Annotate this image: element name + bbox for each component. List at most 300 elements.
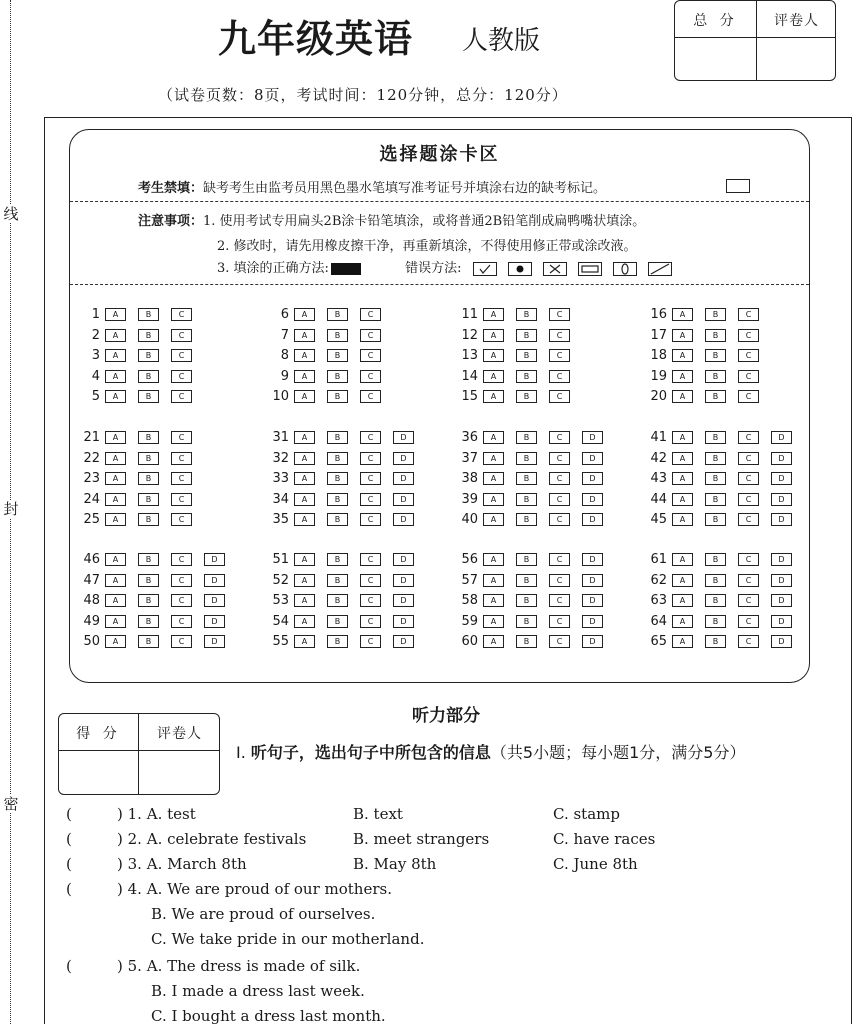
answer-row <box>645 347 771 364</box>
answer-bubble-b[interactable]: B <box>138 308 159 321</box>
q4-bracket-close: ) <box>117 880 123 898</box>
question-number: 32 <box>272 450 289 466</box>
answer-bubble-a[interactable]: A <box>483 452 504 465</box>
answer-bubble-b[interactable]: B <box>705 370 726 383</box>
answer-row <box>78 368 204 385</box>
answer-bubble-a[interactable]: A <box>294 553 315 566</box>
answer-bubble-a[interactable]: A <box>105 513 126 526</box>
question-number: 59 <box>461 613 478 629</box>
answer-bubble-b[interactable]: B <box>705 513 726 526</box>
question-number: 42 <box>650 450 667 466</box>
answer-bubble-a[interactable]: A <box>105 615 126 628</box>
answer-bubble-b[interactable]: B <box>327 349 348 362</box>
answer-bubble-c[interactable]: C <box>360 390 381 403</box>
answer-bubble-c[interactable]: C <box>171 452 192 465</box>
answer-bubble-d[interactable]: D <box>393 513 414 526</box>
note-3: 3. 填涂的正确方法: <box>217 261 329 276</box>
answer-bubble-b[interactable]: B <box>327 308 348 321</box>
answer-bubble-c[interactable]: C <box>171 370 192 383</box>
answer-bubble-a[interactable]: A <box>483 574 504 587</box>
answer-bubble-b[interactable]: B <box>705 635 726 648</box>
answer-bubble-a[interactable]: A <box>294 594 315 607</box>
answer-bubble-c[interactable]: C <box>360 615 381 628</box>
answer-bubble-c[interactable]: C <box>549 553 570 566</box>
answer-bubble-c[interactable]: C <box>171 472 192 485</box>
answer-bubble-c[interactable]: C <box>360 431 381 444</box>
answer-bubble-b[interactable]: B <box>327 553 348 566</box>
answer-row <box>267 592 426 609</box>
answer-bubble-c[interactable]: C <box>549 308 570 321</box>
answer-bubble-c[interactable]: C <box>738 370 759 383</box>
answer-bubble-b[interactable]: B <box>138 390 159 403</box>
answer-bubble-d[interactable]: D <box>582 594 603 607</box>
answer-bubble-c[interactable]: C <box>549 513 570 526</box>
answer-bubble-d[interactable]: D <box>771 635 792 648</box>
answer-bubble-c[interactable]: C <box>171 513 192 526</box>
answer-bubble-a[interactable]: A <box>672 431 693 444</box>
answer-bubble-c[interactable]: C <box>171 390 192 403</box>
part1-heading <box>236 740 745 763</box>
answer-bubble-c[interactable]: C <box>171 431 192 444</box>
answer-bubble-b[interactable]: B <box>138 615 159 628</box>
answer-bubble-b[interactable]: B <box>327 370 348 383</box>
question-number: 35 <box>272 512 289 528</box>
answer-bubble-b[interactable]: B <box>516 635 537 648</box>
question-number: 46 <box>83 552 100 567</box>
answer-bubble-d[interactable]: D <box>204 553 225 566</box>
answer-bubble-a[interactable]: A <box>294 472 315 485</box>
answer-bubble-a[interactable]: A <box>105 635 126 648</box>
wrong-method-label: 错误方法: <box>405 261 462 276</box>
answer-bubble-d[interactable]: D <box>204 635 225 648</box>
answer-bubble-d[interactable]: D <box>204 574 225 587</box>
answer-bubble-b[interactable]: B <box>138 635 159 648</box>
question-number: 62 <box>650 572 667 588</box>
answer-card-title: 选择题涂卡区 <box>379 144 500 165</box>
answer-row <box>267 327 393 344</box>
total-score-field[interactable] <box>679 41 751 77</box>
answer-bubble-c[interactable]: C <box>171 574 192 587</box>
answer-bubble-b[interactable]: B <box>138 553 159 566</box>
answer-bubble-d[interactable]: D <box>582 431 603 444</box>
answer-bubble-b[interactable]: B <box>138 574 159 587</box>
answer-bubble-c[interactable]: C <box>171 635 192 648</box>
question-number: 22 <box>83 450 100 466</box>
answer-bubble-a[interactable]: A <box>294 390 315 403</box>
answer-bubble-d[interactable]: D <box>771 574 792 587</box>
answer-bubble-a[interactable]: A <box>672 370 693 383</box>
answer-bubble-b[interactable]: B <box>327 390 348 403</box>
question-number: 18 <box>650 348 667 364</box>
answer-bubble-c[interactable]: C <box>738 452 759 465</box>
answer-bubble-b[interactable]: B <box>516 308 537 321</box>
answer-row <box>645 613 804 630</box>
question-number: 43 <box>650 471 667 487</box>
answer-bubble-a[interactable]: A <box>672 308 693 321</box>
answer-bubble-b[interactable]: B <box>327 329 348 342</box>
question-number: 9 <box>280 368 289 384</box>
answer-bubble-a[interactable]: A <box>105 431 126 444</box>
q1-bracket-close: ) <box>117 805 123 823</box>
answer-row <box>645 551 804 568</box>
answer-bubble-a[interactable]: A <box>672 452 693 465</box>
answer-bubble-a[interactable]: A <box>483 553 504 566</box>
answer-bubble-b[interactable]: B <box>705 452 726 465</box>
answer-bubble-a[interactable]: A <box>294 574 315 587</box>
answer-bubble-d[interactable]: D <box>582 553 603 566</box>
answer-bubble-b[interactable]: B <box>516 553 537 566</box>
answer-bubble-a[interactable]: A <box>105 349 126 362</box>
answer-bubble-b[interactable]: B <box>327 574 348 587</box>
answer-bubble-b[interactable]: B <box>516 493 537 506</box>
answer-bubble-b[interactable]: B <box>138 513 159 526</box>
answer-bubble-b[interactable]: B <box>516 329 537 342</box>
answer-bubble-a[interactable]: A <box>483 594 504 607</box>
answer-bubble-b[interactable]: B <box>138 431 159 444</box>
answer-bubble-a[interactable]: A <box>105 493 126 506</box>
wrong-dot-sample <box>508 262 532 276</box>
answer-bubble-c[interactable]: C <box>360 513 381 526</box>
answer-bubble-b[interactable]: B <box>516 431 537 444</box>
answer-bubble-c[interactable]: C <box>738 594 759 607</box>
answer-bubble-b[interactable]: B <box>327 472 348 485</box>
answer-bubble-c[interactable]: C <box>549 635 570 648</box>
answer-bubble-d[interactable]: D <box>582 472 603 485</box>
answer-bubble-a[interactable]: A <box>483 513 504 526</box>
answer-bubble-a[interactable]: A <box>483 390 504 403</box>
q3-number: 3. <box>127 855 142 873</box>
answer-row <box>456 470 615 487</box>
answer-bubble-b[interactable]: B <box>705 472 726 485</box>
answer-bubble-c[interactable]: C <box>738 635 759 648</box>
answer-bubble-a[interactable]: A <box>294 615 315 628</box>
question-number: 4 <box>91 368 100 384</box>
answer-bubble-d[interactable]: D <box>771 553 792 566</box>
answer-bubble-c[interactable]: C <box>360 472 381 485</box>
answer-bubble-c[interactable]: C <box>738 493 759 506</box>
answer-bubble-c[interactable]: C <box>549 390 570 403</box>
answer-bubble-a[interactable]: A <box>672 615 693 628</box>
section-score-label: 得 分 <box>76 726 121 742</box>
q5-option-b: B. I made a dress last week. <box>151 982 365 1000</box>
answer-bubble-d[interactable]: D <box>393 452 414 465</box>
answer-bubble-c[interactable]: C <box>738 615 759 628</box>
answer-bubble-a[interactable]: A <box>105 308 126 321</box>
answer-bubble-d[interactable]: D <box>393 615 414 628</box>
answer-bubble-c[interactable]: C <box>549 493 570 506</box>
answer-bubble-a[interactable]: A <box>294 349 315 362</box>
answer-bubble-a[interactable]: A <box>483 308 504 321</box>
answer-bubble-a[interactable]: A <box>105 452 126 465</box>
answer-row <box>645 491 804 508</box>
question-number: 11 <box>461 307 478 322</box>
answer-bubble-b[interactable]: B <box>138 329 159 342</box>
answer-bubble-c[interactable]: C <box>549 615 570 628</box>
question-number: 2 <box>91 327 100 343</box>
q1-option-b: B. text <box>353 805 403 823</box>
answer-row <box>267 368 393 385</box>
answer-bubble-a[interactable]: A <box>483 493 504 506</box>
answer-bubble-a[interactable]: A <box>105 370 126 383</box>
answer-bubble-b[interactable]: B <box>705 493 726 506</box>
answer-bubble-b[interactable]: B <box>516 615 537 628</box>
answer-bubble-b[interactable]: B <box>705 615 726 628</box>
answer-bubble-b[interactable]: B <box>516 390 537 403</box>
wrong-cross-sample <box>543 262 567 276</box>
answer-row <box>456 429 615 446</box>
answer-bubble-d[interactable]: D <box>771 452 792 465</box>
answer-bubble-a[interactable]: A <box>294 329 315 342</box>
answer-bubble-c[interactable]: C <box>738 431 759 444</box>
grader-field[interactable] <box>760 41 832 77</box>
question-number: 44 <box>650 491 667 507</box>
q1-stem <box>117 805 196 823</box>
answer-bubble-c[interactable]: C <box>549 594 570 607</box>
section-grader-field[interactable] <box>143 754 215 790</box>
answer-bubble-a[interactable]: A <box>294 513 315 526</box>
answer-bubble-b[interactable]: B <box>138 349 159 362</box>
answer-row <box>267 450 426 467</box>
section-grader-label: 评卷人 <box>157 726 202 742</box>
question-number: 63 <box>650 593 667 609</box>
answer-bubble-a[interactable]: A <box>105 553 126 566</box>
answer-bubble-a[interactable]: A <box>672 635 693 648</box>
answer-bubble-c[interactable]: C <box>360 308 381 321</box>
answer-bubble-d[interactable]: D <box>582 574 603 587</box>
answer-row <box>267 572 426 589</box>
question-number: 55 <box>272 634 289 650</box>
answer-bubble-b[interactable]: B <box>705 349 726 362</box>
answer-bubble-c[interactable]: C <box>738 308 759 321</box>
answer-bubble-b[interactable]: B <box>327 493 348 506</box>
q1-option-c: C. stamp <box>553 805 620 823</box>
answer-bubble-c[interactable]: C <box>738 472 759 485</box>
answer-bubble-b[interactable]: B <box>705 329 726 342</box>
question-number: 48 <box>83 593 100 609</box>
answer-row <box>78 511 204 528</box>
answer-bubble-a[interactable]: A <box>105 390 126 403</box>
answer-bubble-a[interactable]: A <box>483 370 504 383</box>
answer-bubble-a[interactable]: A <box>105 594 126 607</box>
answer-bubble-b[interactable]: B <box>138 594 159 607</box>
answer-bubble-a[interactable]: A <box>483 349 504 362</box>
absent-text: 缺考考生由监考员用黑色墨水笔填写准考证号并填涂右边的缺考标记。 <box>203 181 607 196</box>
q2-bracket-close: ) <box>117 830 123 848</box>
answer-bubble-b[interactable]: B <box>705 553 726 566</box>
answer-bubble-d[interactable]: D <box>393 431 414 444</box>
answer-bubble-b[interactable]: B <box>516 574 537 587</box>
answer-row <box>456 572 615 589</box>
answer-bubble-b[interactable]: B <box>516 472 537 485</box>
answer-bubble-d[interactable]: D <box>771 431 792 444</box>
answer-bubble-c[interactable]: C <box>171 329 192 342</box>
answer-bubble-a[interactable]: A <box>483 431 504 444</box>
answer-bubble-d[interactable]: D <box>771 493 792 506</box>
answer-bubble-c[interactable]: C <box>171 615 192 628</box>
answer-row <box>78 613 237 630</box>
answer-bubble-a[interactable]: A <box>105 329 126 342</box>
answer-bubble-b[interactable]: B <box>516 349 537 362</box>
answer-bubble-d[interactable]: D <box>582 452 603 465</box>
wrong-check-sample <box>473 262 497 276</box>
answer-bubble-a[interactable]: A <box>294 370 315 383</box>
answer-bubble-c[interactable]: C <box>360 493 381 506</box>
answer-bubble-b[interactable]: B <box>327 513 348 526</box>
question-number: 58 <box>461 593 478 609</box>
answer-bubble-b[interactable]: B <box>138 452 159 465</box>
answer-bubble-b[interactable]: B <box>327 615 348 628</box>
divider-top <box>70 201 809 202</box>
answer-bubble-b[interactable]: B <box>327 635 348 648</box>
answer-bubble-c[interactable]: C <box>171 493 192 506</box>
answer-bubble-c[interactable]: C <box>549 370 570 383</box>
answer-bubble-d[interactable]: D <box>393 574 414 587</box>
answer-bubble-a[interactable]: A <box>672 493 693 506</box>
part1-note: （共5小题；每小题1分，满分5分） <box>490 743 746 762</box>
answer-bubble-b[interactable]: B <box>138 493 159 506</box>
q1-number: 1. <box>127 805 142 823</box>
answer-row <box>78 491 204 508</box>
answer-bubble-b[interactable]: B <box>327 594 348 607</box>
section-score-field[interactable] <box>63 754 133 790</box>
answer-bubble-d[interactable]: D <box>582 513 603 526</box>
answer-bubble-c[interactable]: C <box>360 553 381 566</box>
answer-bubble-c[interactable]: C <box>171 553 192 566</box>
answer-bubble-c[interactable]: C <box>549 472 570 485</box>
answer-bubble-b[interactable]: B <box>138 472 159 485</box>
notes-label: 注意事项： <box>138 214 204 229</box>
answer-bubble-d[interactable]: D <box>393 472 414 485</box>
answer-bubble-a[interactable]: A <box>672 390 693 403</box>
answer-bubble-b[interactable]: B <box>516 513 537 526</box>
question-number: 47 <box>83 572 100 588</box>
question-number: 8 <box>280 348 289 364</box>
answer-bubble-d[interactable]: D <box>204 615 225 628</box>
answer-row <box>456 368 582 385</box>
answer-bubble-a[interactable]: A <box>294 308 315 321</box>
answer-row <box>267 613 426 630</box>
answer-bubble-c[interactable]: C <box>360 329 381 342</box>
answer-row <box>78 347 204 364</box>
answer-bubble-b[interactable]: B <box>327 431 348 444</box>
answer-row <box>78 572 237 589</box>
answer-bubble-c[interactable]: C <box>549 349 570 362</box>
answer-bubble-b[interactable]: B <box>705 574 726 587</box>
answer-bubble-c[interactable]: C <box>360 452 381 465</box>
answer-bubble-a[interactable]: A <box>105 472 126 485</box>
answer-bubble-d[interactable]: D <box>582 493 603 506</box>
answer-bubble-b[interactable]: B <box>138 370 159 383</box>
answer-bubble-b[interactable]: B <box>516 452 537 465</box>
answer-bubble-d[interactable]: D <box>204 594 225 607</box>
answer-row <box>456 511 615 528</box>
answer-bubble-a[interactable]: A <box>672 594 693 607</box>
answer-bubble-c[interactable]: C <box>549 574 570 587</box>
answer-bubble-c[interactable]: C <box>738 513 759 526</box>
answer-bubble-b[interactable]: B <box>516 370 537 383</box>
answer-row <box>267 347 393 364</box>
answer-bubble-a[interactable]: A <box>294 635 315 648</box>
answer-bubble-b[interactable]: B <box>516 594 537 607</box>
answer-row <box>78 592 237 609</box>
answer-bubble-d[interactable]: D <box>771 472 792 485</box>
answer-bubble-a[interactable]: A <box>672 553 693 566</box>
answer-bubble-c[interactable]: C <box>360 635 381 648</box>
answer-bubble-b[interactable]: B <box>705 594 726 607</box>
answer-bubble-d[interactable]: D <box>582 635 603 648</box>
answer-bubble-d[interactable]: D <box>771 594 792 607</box>
answer-bubble-a[interactable]: A <box>294 493 315 506</box>
q5-bracket-open: ( <box>66 957 72 975</box>
answer-bubble-c[interactable]: C <box>171 349 192 362</box>
answer-bubble-a[interactable]: A <box>483 472 504 485</box>
answer-bubble-d[interactable]: D <box>393 553 414 566</box>
answer-bubble-a[interactable]: A <box>672 472 693 485</box>
answer-bubble-a[interactable]: A <box>672 574 693 587</box>
answer-bubble-a[interactable]: A <box>483 635 504 648</box>
answer-bubble-c[interactable]: C <box>738 553 759 566</box>
answer-bubble-a[interactable]: A <box>483 615 504 628</box>
answer-row <box>645 327 771 344</box>
answer-bubble-b[interactable]: B <box>705 390 726 403</box>
answer-bubble-a[interactable]: A <box>672 329 693 342</box>
answer-bubble-b[interactable]: B <box>327 452 348 465</box>
answer-bubble-a[interactable]: A <box>672 349 693 362</box>
answer-bubble-c[interactable]: C <box>360 370 381 383</box>
answer-bubble-a[interactable]: A <box>483 329 504 342</box>
answer-bubble-d[interactable]: D <box>771 615 792 628</box>
answer-bubble-c[interactable]: C <box>738 390 759 403</box>
answer-row <box>645 592 804 609</box>
answer-bubble-b[interactable]: B <box>705 431 726 444</box>
question-number: 40 <box>461 512 478 528</box>
answer-bubble-a[interactable]: A <box>105 574 126 587</box>
answer-bubble-b[interactable]: B <box>705 308 726 321</box>
answer-bubble-d[interactable]: D <box>393 594 414 607</box>
answer-row <box>645 572 804 589</box>
answer-bubble-d[interactable]: D <box>771 513 792 526</box>
question-number: 24 <box>83 491 100 507</box>
answer-bubble-a[interactable]: A <box>672 513 693 526</box>
question-number: 7 <box>280 327 289 343</box>
answer-bubble-c[interactable]: C <box>360 594 381 607</box>
answer-row <box>78 429 204 446</box>
answer-bubble-c[interactable]: C <box>738 574 759 587</box>
answer-bubble-c[interactable]: C <box>549 431 570 444</box>
answer-row <box>456 450 615 467</box>
answer-bubble-a[interactable]: A <box>294 431 315 444</box>
answer-bubble-d[interactable]: D <box>393 635 414 648</box>
answer-bubble-c[interactable]: C <box>360 349 381 362</box>
answer-bubble-c[interactable]: C <box>171 308 192 321</box>
wrong-horizontal-sample <box>578 262 602 276</box>
answer-bubble-c[interactable]: C <box>360 574 381 587</box>
answer-bubble-d[interactable]: D <box>582 615 603 628</box>
part1-number: Ⅰ. <box>236 743 246 762</box>
answer-bubble-c[interactable]: C <box>549 329 570 342</box>
answer-bubble-a[interactable]: A <box>294 452 315 465</box>
answer-row <box>645 450 804 467</box>
q3-bracket-close: ) <box>117 855 123 873</box>
answer-bubble-c[interactable]: C <box>738 329 759 342</box>
answer-bubble-c[interactable]: C <box>738 349 759 362</box>
answer-bubble-c[interactable]: C <box>171 594 192 607</box>
wrong-slash-sample <box>648 262 672 276</box>
answer-bubble-d[interactable]: D <box>393 493 414 506</box>
answer-bubble-c[interactable]: C <box>549 452 570 465</box>
q2-option-c: C. have races <box>553 830 656 848</box>
absent-mark-box[interactable] <box>726 179 750 193</box>
